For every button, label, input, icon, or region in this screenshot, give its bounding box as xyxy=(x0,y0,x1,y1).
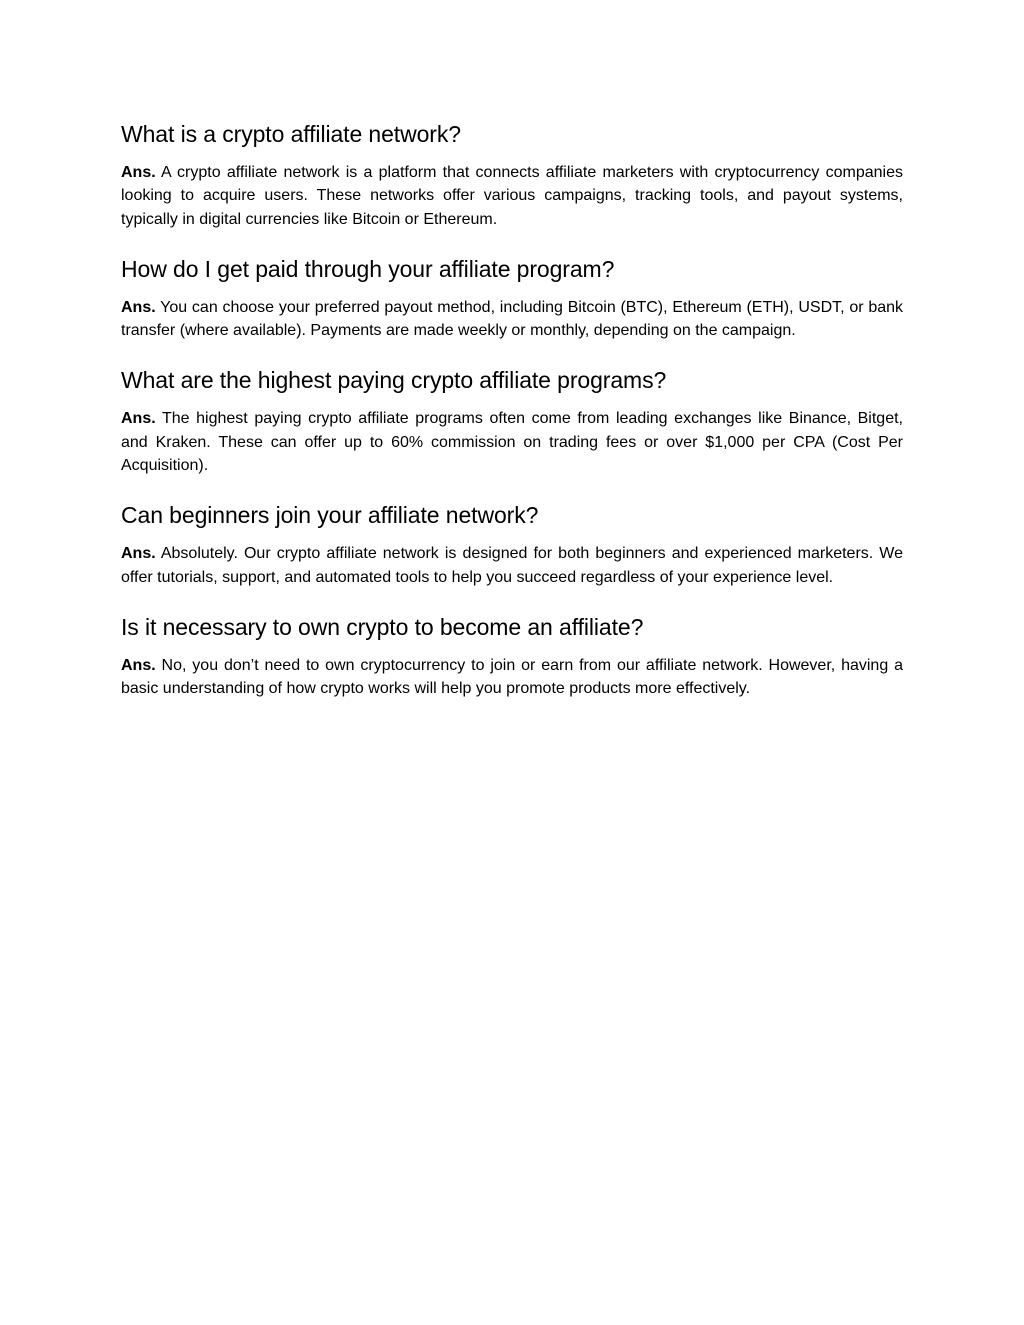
answer-prefix: Ans. xyxy=(121,164,156,181)
faq-answer-text: The highest paying crypto affiliate programs often come from leading exchanges like Binance, Bitget, and Kraken. These can offer up to 60% commission on trading fees or over $1,000 per CPA (Cost Per Acquisition). xyxy=(121,410,903,475)
faq-answer xyxy=(121,407,903,477)
faq-answer xyxy=(121,542,903,589)
faq-question: What are the highest paying crypto affiliate programs? xyxy=(121,367,667,394)
answer-prefix: Ans. xyxy=(121,298,156,316)
answer-prefix: Ans. xyxy=(121,656,156,674)
faq-question: How do I get paid through your affiliate program? xyxy=(121,255,615,282)
faq-answer-text: A crypto affiliate network is a platform that connects affiliate marketers with cryptocurrency companies looking to acquire users. These networks offer various campaigns, tracking tools, and payout systems, typically in digital currencies like Bitcoin or Ethereum. xyxy=(121,164,903,228)
faq-answer-text: Absolutely. Our crypto affiliate network is designed for both beginners and experienced marketers. We offer tutorials, support, and automated tools to help you succeed regardless of your experience level. xyxy=(121,545,903,586)
faq-item-4 xyxy=(121,499,903,589)
answer-prefix: Ans. xyxy=(121,410,156,428)
faq-question: Can beginners join your affiliate network? xyxy=(121,502,539,529)
faq-answer xyxy=(121,161,903,231)
faq-item-5 xyxy=(121,611,903,701)
faq-document xyxy=(121,118,903,723)
faq-item-3 xyxy=(121,364,903,477)
faq-answer-text: You can choose your preferred payout method, including Bitcoin (BTC), Ethereum (ETH), USDT, or bank transfer (where available). Payments are made weekly or monthly, depending on the campaign. xyxy=(121,298,904,340)
faq-question: Is it necessary to own crypto to become an affiliate? xyxy=(121,613,644,640)
faq-question: What is a crypto affiliate network? xyxy=(121,121,461,147)
faq-answer xyxy=(121,296,903,343)
faq-item-1 xyxy=(121,118,903,231)
answer-prefix: Ans. xyxy=(121,545,156,563)
faq-item-2 xyxy=(121,253,903,343)
faq-answer-text: No, you don’t need to own cryptocurrency to join or earn from our affiliate network. However, having a basic understanding of how crypto works will help you promote products more effectively. xyxy=(121,656,903,698)
faq-answer xyxy=(121,654,903,701)
